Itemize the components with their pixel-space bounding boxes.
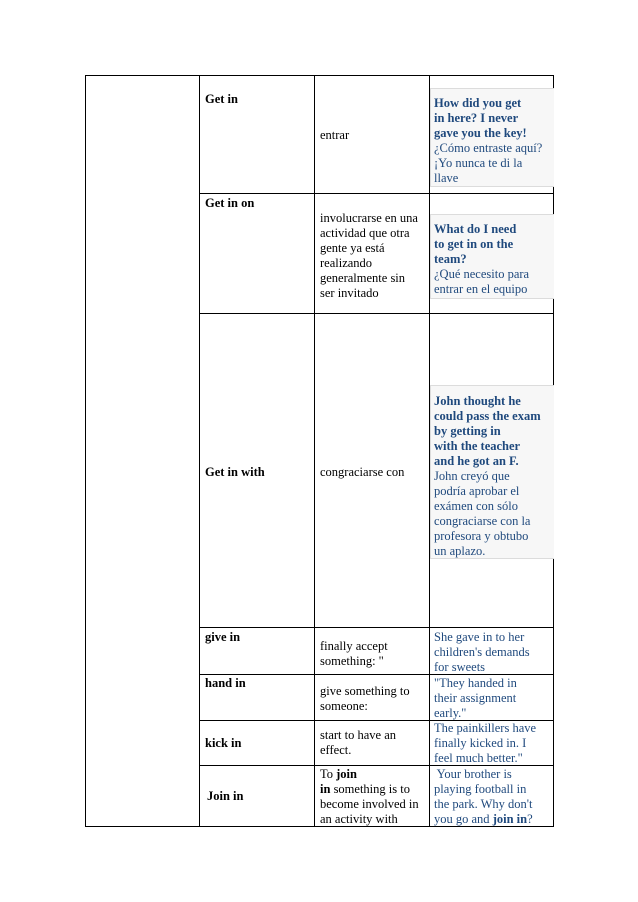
meaning-line: gente ya está <box>320 241 385 255</box>
example-en-line: and he got an F. <box>434 454 519 468</box>
meaning-line: an activity with <box>320 812 398 826</box>
example-es-line: un aplazo. <box>434 544 486 558</box>
meaning-line: involucrarse en una <box>320 211 418 225</box>
example-en-line: John thought he <box>434 394 521 408</box>
table-top-border <box>85 75 554 76</box>
example-line: their assignment <box>434 691 517 705</box>
phrase-join-in: Join in <box>207 789 244 803</box>
meaning-line: become involved in <box>320 797 419 811</box>
row-divider-2 <box>199 313 554 314</box>
meaning-line: actividad que otra <box>320 226 410 240</box>
row-divider-3 <box>199 627 554 628</box>
example-line: She gave in to her <box>434 630 525 644</box>
meaning-line: realizando <box>320 256 373 270</box>
phrase-get-in-with: Get in with <box>205 465 265 479</box>
row-divider-1 <box>199 193 554 194</box>
example-es-line: John creyó que <box>434 469 510 483</box>
column-divider-2 <box>314 75 315 827</box>
example-line: feel much better." <box>434 751 523 765</box>
meaning-line <box>320 782 410 797</box>
example-line: early." <box>434 706 467 720</box>
meaning-text: To <box>320 767 337 781</box>
example-es-line: entrar en el equipo <box>434 282 528 296</box>
meaning-line <box>320 767 357 782</box>
example-keyword: join in <box>492 812 528 826</box>
example-line: for sweets <box>434 660 486 674</box>
phrase-get-in-on: Get in on <box>205 196 255 210</box>
example-text: you go and <box>434 812 493 826</box>
example-text: ? <box>527 812 533 826</box>
example-es-line: ¿Cómo entraste aquí? <box>434 141 543 155</box>
meaning-line: give something to <box>320 684 410 698</box>
example-en-line: with the teacher <box>434 439 521 453</box>
example-line: "They handed in <box>434 676 517 690</box>
meaning-line: effect. <box>320 743 352 757</box>
example-es-line: ¡Yo nunca te di la <box>434 156 523 170</box>
phrase-kick-in: kick in <box>205 736 242 750</box>
example-line: children's demands <box>434 645 530 659</box>
example-line: The painkillers have <box>434 721 537 735</box>
meaning-line: ser invitado <box>320 286 379 300</box>
phrase-get-in: Get in <box>205 92 238 106</box>
example-en-line: How did you get <box>434 96 522 110</box>
example-en-line: What do I need <box>434 222 517 236</box>
example-line: finally kicked in. I <box>434 736 527 750</box>
example-line: Your brother is <box>434 767 512 781</box>
meaning-line: generalmente sin <box>320 271 406 285</box>
example-es-line: podría aprobar el <box>434 484 520 498</box>
meaning-text: something is to <box>330 782 410 796</box>
phrase-hand-in: hand in <box>205 676 246 690</box>
column-divider-1 <box>199 75 200 827</box>
example-en-line: to get in on the <box>434 237 514 251</box>
example-line <box>434 812 533 827</box>
example-en-line: gave you the key! <box>434 126 527 140</box>
meaning-get-in: entrar <box>320 128 350 142</box>
table-left-border <box>85 75 86 827</box>
example-es-line: ¿Qué necesito para <box>434 267 530 281</box>
meaning-keyword: in <box>320 782 331 796</box>
meaning-get-in-with: congraciarse con <box>320 465 405 479</box>
example-en-line: could pass the exam <box>434 409 541 423</box>
example-es-line: congraciarse con la <box>434 514 531 528</box>
example-line: playing football in <box>434 782 527 796</box>
example-en-line: in here? I never <box>434 111 519 125</box>
meaning-line: finally accept <box>320 639 388 653</box>
meaning-line: someone: <box>320 699 368 713</box>
example-es-line: llave <box>434 171 459 185</box>
phrase-give-in: give in <box>205 630 241 644</box>
example-es-line: exámen con sólo <box>434 499 519 513</box>
meaning-keyword: join <box>336 767 357 781</box>
example-en-line: by getting in <box>434 424 501 438</box>
meaning-line: something: " <box>320 654 384 668</box>
example-line: the park. Why don't <box>434 797 533 811</box>
example-es-line: profesora y obtubo <box>434 529 529 543</box>
example-en-line: team? <box>434 252 467 266</box>
meaning-line: start to have an <box>320 728 397 742</box>
row-divider-4 <box>199 674 554 675</box>
